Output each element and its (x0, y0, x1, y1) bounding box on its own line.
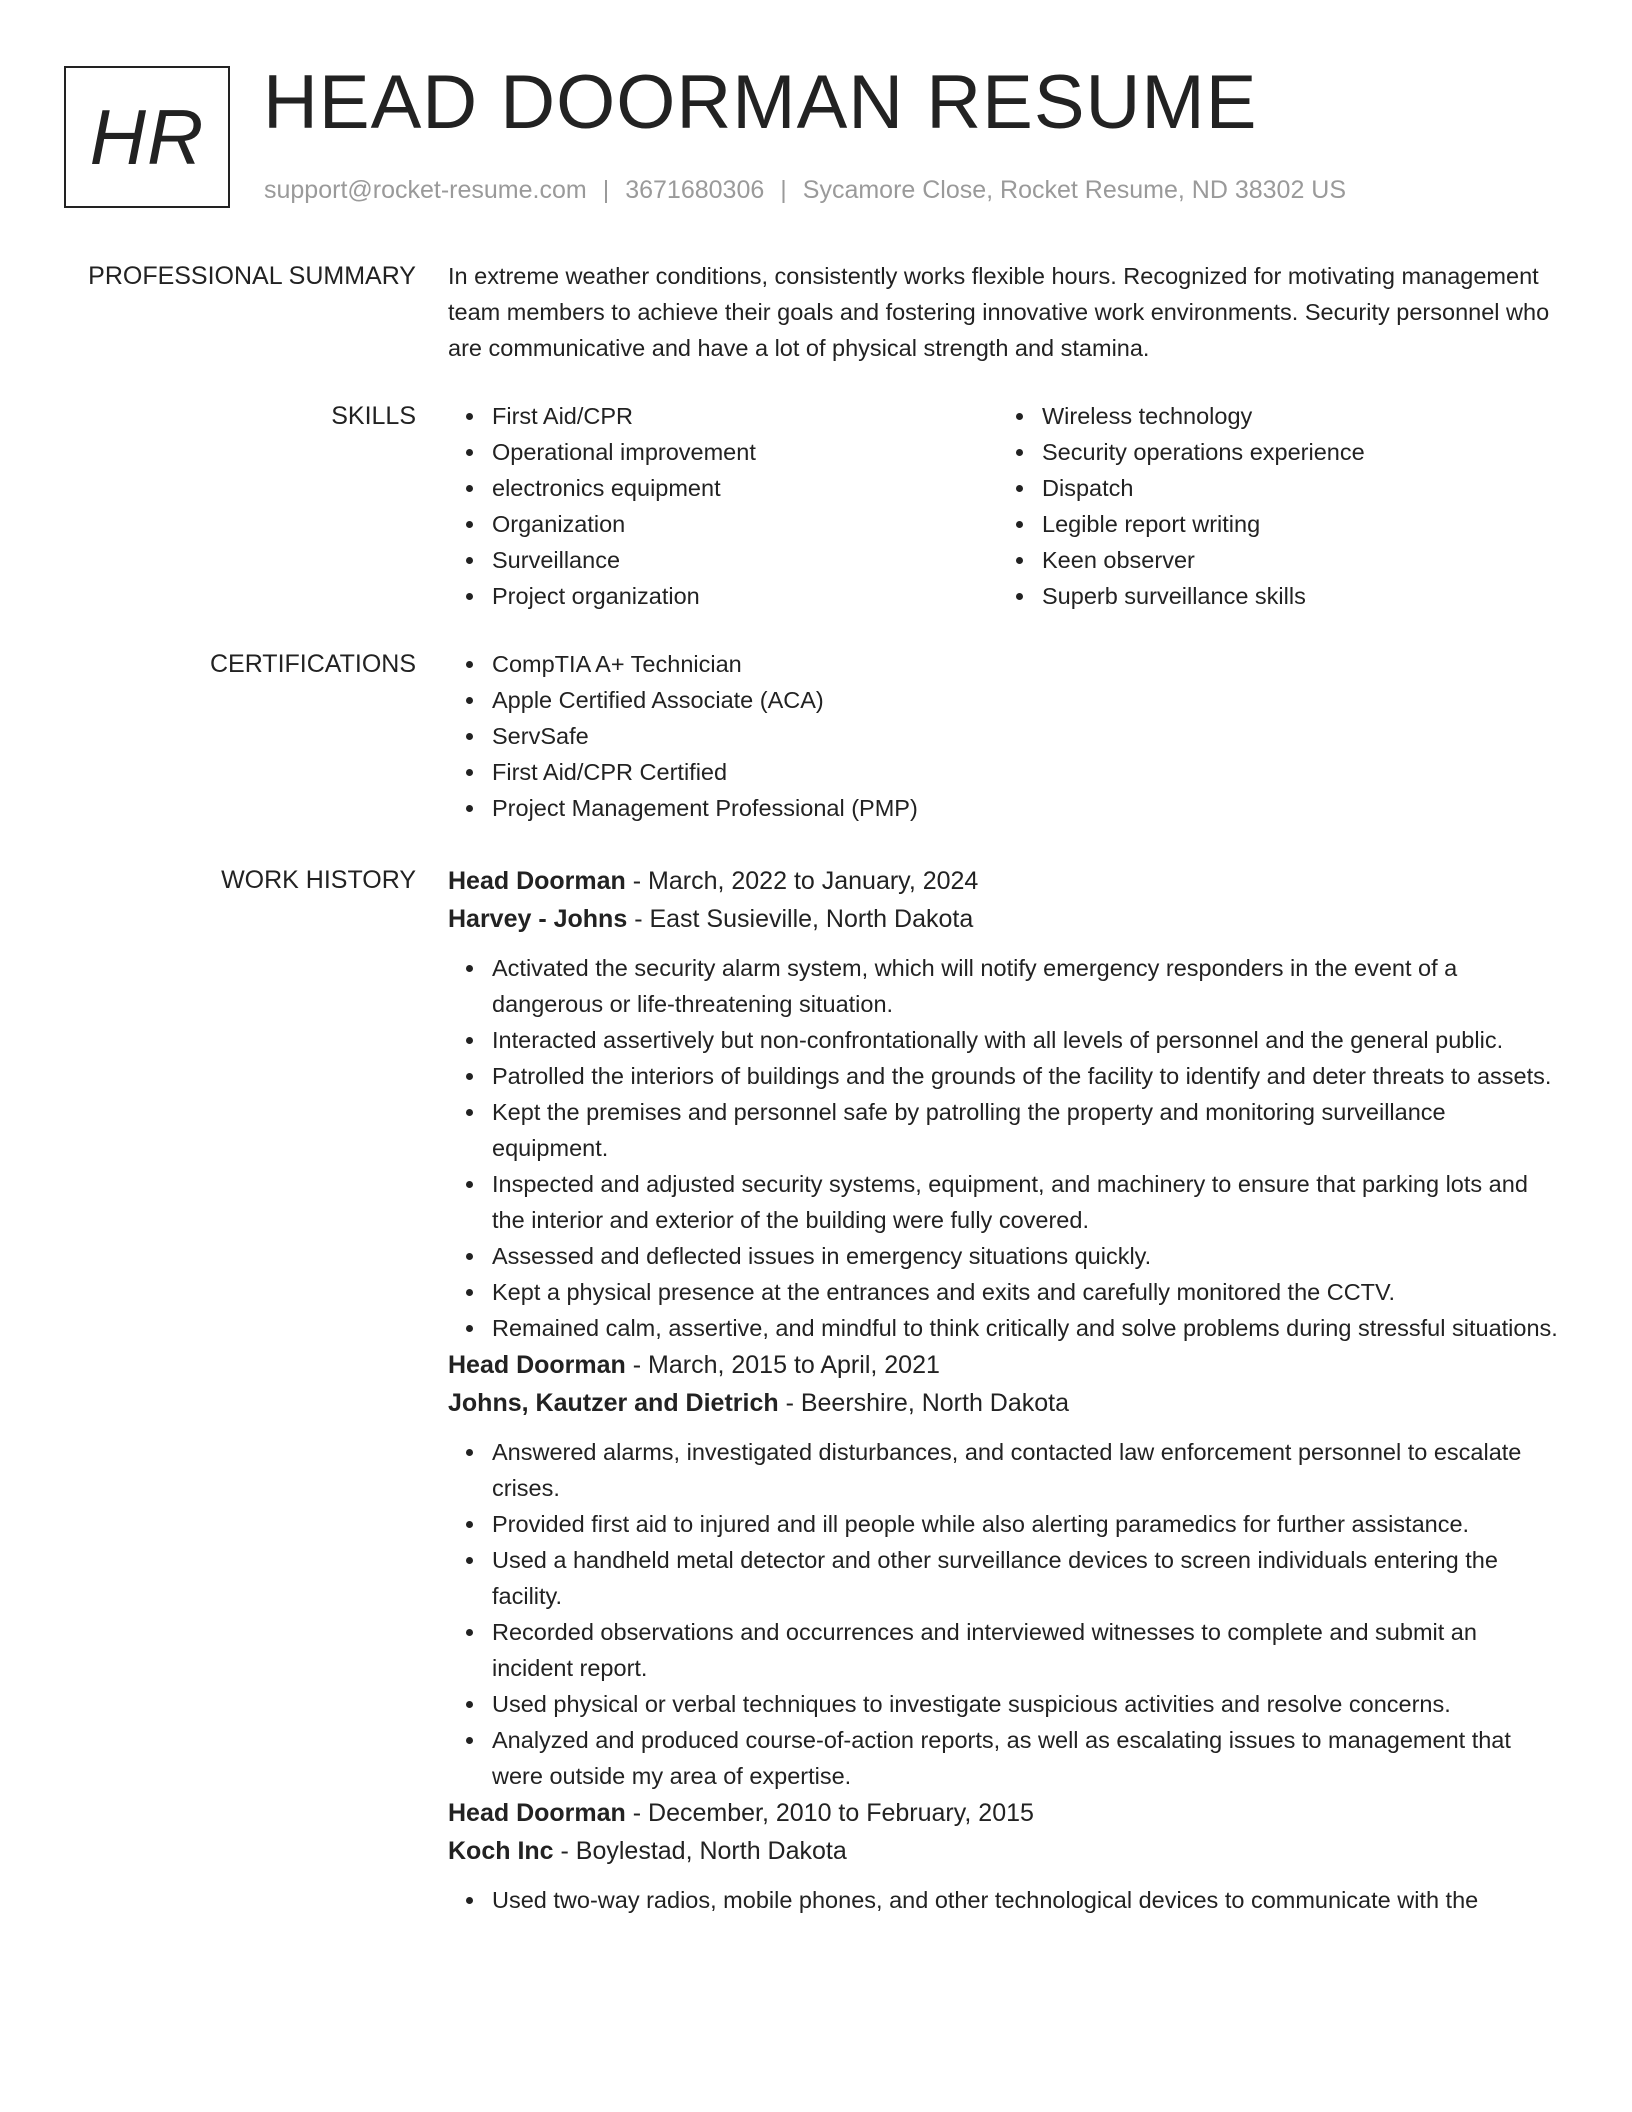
certification-item: ServSafe (492, 718, 1558, 754)
job-title-line (448, 1794, 1558, 1832)
job-company: Johns, Kautzer and Dietrich (448, 1389, 779, 1417)
job-entry (448, 1794, 1558, 1918)
job-bullet: Recorded observations and occurrences and interviewed witnesses to complete and submit an incident report. (492, 1614, 1558, 1686)
skill-item: electronics equipment (492, 470, 998, 506)
job-title-line (448, 862, 1558, 900)
skills-body (448, 398, 1558, 614)
job-title: Head Doorman (448, 1351, 626, 1379)
summary-text: In extreme weather conditions, consistently works flexible hours. Recognized for motivating management team members to achieve their goals and fostering innovative work environments. Security personnel who are communicative and have a lot of physical strength and stamina. (448, 263, 1550, 361)
section-label-summary: PROFESSIONAL SUMMARY (88, 262, 416, 290)
skill-item: First Aid/CPR (492, 398, 998, 434)
job-bullet-list (448, 950, 1558, 1346)
job-bullet: Used physical or verbal techniques to investigate suspicious activities and resolve concerns. (492, 1686, 1558, 1722)
job-bullet: Kept the premises and personnel safe by patrolling the property and monitoring surveillance equipment. (492, 1094, 1558, 1166)
skills-column-left (448, 398, 998, 614)
skill-item: Operational improvement (492, 434, 998, 470)
skill-item: Keen observer (1042, 542, 1548, 578)
work-history-body (448, 862, 1558, 1918)
job-entry (448, 1346, 1558, 1794)
skill-item: Superb surveillance skills (1042, 578, 1548, 614)
job-company-line (448, 1832, 1558, 1870)
job-company: Koch Inc (448, 1837, 554, 1865)
monogram-box (64, 66, 230, 208)
job-bullet: Kept a physical presence at the entrances and exits and carefully monitored the CCTV. (492, 1274, 1558, 1310)
job-location: - Boylestad, North Dakota (553, 1837, 847, 1865)
monogram-text: HR (89, 92, 205, 181)
skill-item: Security operations experience (1042, 434, 1548, 470)
job-title: Head Doorman (448, 867, 626, 895)
skill-item: Organization (492, 506, 998, 542)
contact-line (264, 176, 1346, 205)
job-bullet: Activated the security alarm system, which will notify emergency responders in the event of a dangerous or life-threatening situation. (492, 950, 1558, 1022)
contact-phone: 3671680306 (625, 176, 765, 204)
certification-item: Project Management Professional (PMP) (492, 790, 1558, 826)
skills-list-left (448, 398, 998, 614)
contact-separator: | (780, 176, 787, 204)
job-dates: - March, 2015 to April, 2021 (625, 1351, 940, 1379)
job-location: - East Susieville, North Dakota (627, 905, 974, 933)
job-dates: - December, 2010 to February, 2015 (625, 1799, 1034, 1827)
summary-body (448, 258, 1558, 366)
job-dates: - March, 2022 to January, 2024 (625, 867, 979, 895)
job-bullet: Analyzed and produced course-of-action reports, as well as escalating issues to management that were outside my area of expertise. (492, 1722, 1558, 1794)
job-bullet: Assessed and deflected issues in emergency situations quickly. (492, 1238, 1558, 1274)
contact-email: support@rocket-resume.com (264, 176, 587, 204)
skills-column-right (998, 398, 1548, 614)
certification-item: Apple Certified Associate (ACA) (492, 682, 1558, 718)
job-bullet-list (448, 1434, 1558, 1794)
job-bullet: Inspected and adjusted security systems, equipment, and machinery to ensure that parking lots and the interior and exterior of the building were fully covered. (492, 1166, 1558, 1238)
job-bullet: Provided first aid to injured and ill people while also alerting paramedics for further assistance. (492, 1506, 1558, 1542)
job-bullet: Patrolled the interiors of buildings and the grounds of the facility to identify and deter threats to assets. (492, 1058, 1558, 1094)
skill-item: Project organization (492, 578, 998, 614)
skill-item: Surveillance (492, 542, 998, 578)
job-company: Harvey - Johns (448, 905, 628, 933)
job-company-line (448, 1384, 1558, 1422)
certification-item: First Aid/CPR Certified (492, 754, 1558, 790)
job-title-line (448, 1346, 1558, 1384)
section-label-certifications: CERTIFICATIONS (209, 650, 416, 678)
certification-item: CompTIA A+ Technician (492, 646, 1558, 682)
job-bullet: Used a handheld metal detector and other surveillance devices to screen individuals entering the facility. (492, 1542, 1558, 1614)
section-label-work-history: WORK HISTORY (221, 866, 416, 894)
skill-item: Dispatch (1042, 470, 1548, 506)
certifications-list (448, 646, 1558, 826)
job-bullet: Used two-way radios, mobile phones, and other technological devices to communicate with the (492, 1882, 1558, 1918)
section-label-skills: SKILLS (331, 402, 416, 430)
job-bullet: Remained calm, assertive, and mindful to think critically and solve problems during stressful situations. (492, 1310, 1558, 1346)
page-title: HEAD DOORMAN RESUME (263, 60, 1258, 145)
job-location: - Beershire, North Dakota (778, 1389, 1070, 1417)
job-bullet: Interacted assertively but non-confrontationally with all levels of personnel and the general public. (492, 1022, 1558, 1058)
skill-item: Wireless technology (1042, 398, 1548, 434)
job-company-line (448, 900, 1558, 938)
job-bullet: Answered alarms, investigated disturbances, and contacted law enforcement personnel to escalate crises. (492, 1434, 1558, 1506)
job-bullet-list (448, 1882, 1558, 1918)
job-title: Head Doorman (448, 1799, 626, 1827)
job-entry (448, 862, 1558, 1346)
contact-address: Sycamore Close, Rocket Resume, ND 38302 US (802, 176, 1347, 204)
skills-grid (448, 398, 1558, 614)
skill-item: Legible report writing (1042, 506, 1548, 542)
certifications-body (448, 646, 1558, 826)
skills-list-right (998, 398, 1548, 614)
contact-separator: | (602, 176, 610, 204)
